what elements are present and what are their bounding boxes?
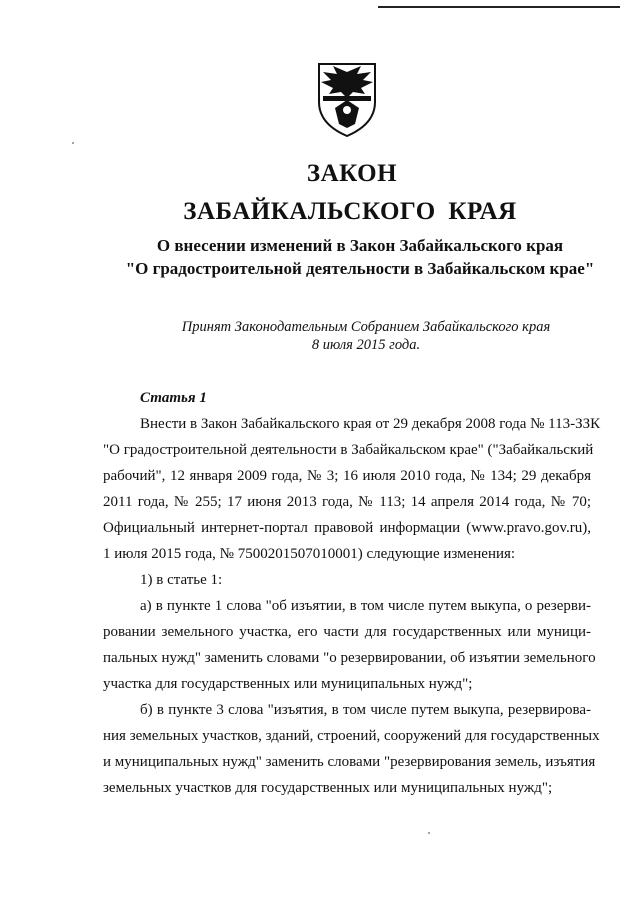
coat-of-arms-icon (313, 58, 381, 138)
body-line: рабочий", 12 января 2009 года, № 3; 16 июля 2010 года, № 134; 29 декабря (103, 468, 591, 484)
body-line: 2011 года, № 255; 17 июня 2013 года, № 113; 14 апреля 2014 года, № 70; (103, 494, 591, 510)
body-line: Официальный интернет-портал правовой информации (www.pravo.gov.ru), (103, 520, 591, 536)
top-rule (378, 6, 620, 8)
subtitle-line-1: О внесении изменений в Закон Забайкальского края (156, 236, 564, 255)
body-line: Внести в Закон Забайкальского края от 29 декабря 2008 года № 113-ЗЗК (140, 416, 601, 432)
subtitle-line-2: "О градостроительной деятельности в Забайкальском крае" (125, 259, 595, 278)
document-title: ЗАКОН (306, 160, 398, 187)
adoption-note-line-2: 8 июля 2015 года. (311, 337, 421, 353)
adoption-note-line-1: Принят Законодательным Собранием Забайкальского края (181, 319, 551, 335)
article-heading: Статья 1 (140, 390, 207, 406)
body-line: и муниципальных нужд" заменить словами "резервирования земель, изъятия (103, 754, 596, 770)
list-item-heading: 1) в статье 1: (140, 572, 223, 588)
scan-speck (428, 832, 430, 834)
body-line: ровании земельного участка, его части для государственных или муници- (103, 624, 591, 640)
body-line: земельных участков для государственных или муниципальных нужд"; (103, 780, 553, 796)
body-line: участка для государственных или муниципальных нужд"; (103, 676, 473, 692)
body-line: пальных нужд" заменить словами "о резервировании, об изъятии земельного (103, 650, 596, 666)
scan-speck (72, 142, 74, 144)
body-line: а) в пункте 1 слова "об изъятии, в том числе путем выкупа, о резерви- (140, 598, 591, 614)
body-line: "О градостроительной деятельности в Забайкальском крае" ("Забайкальский (103, 442, 594, 458)
body-line: ния земельных участков, зданий, строений, сооружений для государственных (103, 728, 600, 744)
body-line: 1 июля 2015 года, № 7500201507010001) следующие изменения: (103, 546, 516, 562)
document-title-region: ЗАБАЙКАЛЬСКОГО КРАЯ (183, 198, 517, 225)
body-line: б) в пункте 3 слова "изъятия, в том числе путем выкупа, резервирова- (140, 702, 591, 718)
